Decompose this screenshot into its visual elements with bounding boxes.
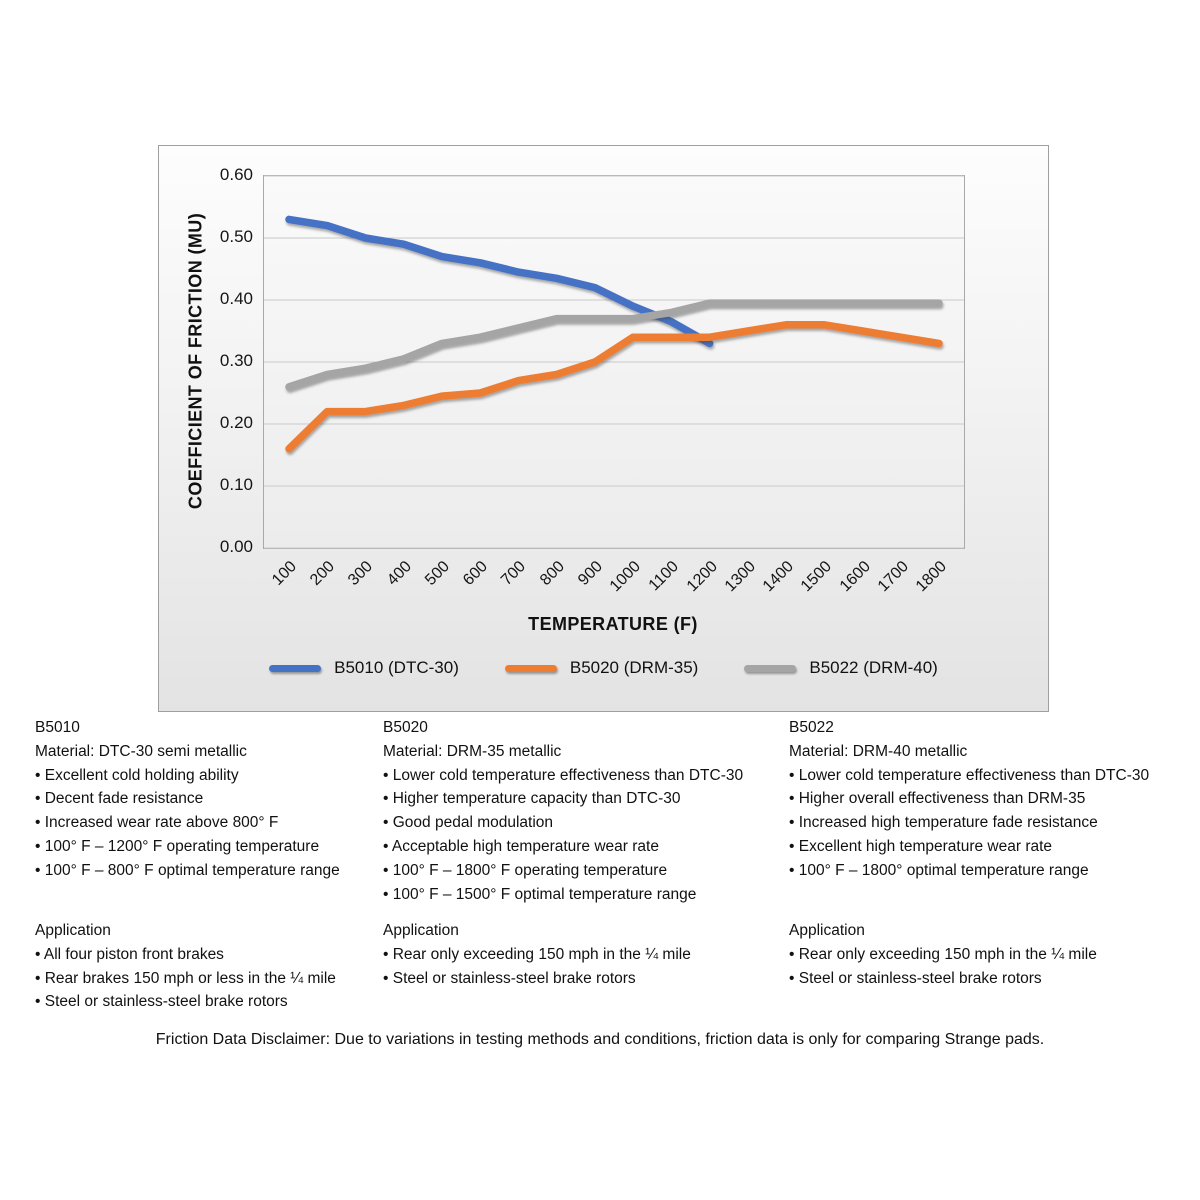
- bullet-item: • Rear only exceeding 150 mph in the ¼ mile: [383, 945, 691, 963]
- x-tick-label: 1400: [759, 558, 798, 596]
- x-tick-label: 200: [307, 558, 339, 589]
- application-column-b5010: [35, 919, 380, 1014]
- bullet-item: • Decent fade resistance: [35, 790, 204, 808]
- x-tick-label: 700: [498, 558, 530, 589]
- legend-label: B5020 (DRM-35): [569, 658, 699, 677]
- x-axis-title: TEMPERATURE (F): [528, 614, 698, 634]
- x-tick-label: 100: [269, 558, 301, 589]
- application-column-b5022: [789, 919, 1195, 990]
- bullet-item: • Acceptable high temperature wear rate: [383, 837, 659, 855]
- y-tick-label: 0.60: [219, 165, 253, 184]
- y-tick-label: 0.00: [219, 537, 253, 556]
- x-tick-label: 1500: [798, 558, 836, 596]
- info-column-b5010: [35, 716, 380, 883]
- bullet-list: [789, 764, 1195, 883]
- material-line: Material: DRM-35 metallic: [383, 742, 562, 760]
- x-tick-label: 400: [383, 558, 415, 589]
- bullet-item: • Higher overall effectiveness than DRM-35: [789, 790, 1086, 808]
- bullet-item: • 100° F – 800° F optimal temperature range: [35, 861, 340, 879]
- x-tick-label: 1700: [874, 558, 912, 596]
- bullet-item: • Lower cold temperature effectiveness than DTC-30: [383, 766, 744, 784]
- application-heading: Application: [35, 922, 111, 939]
- bullet-item: • 100° F – 1800° optimal temperature range: [789, 861, 1089, 879]
- bullet-list: [789, 943, 1195, 991]
- x-tick-label: 1800: [912, 558, 951, 596]
- x-tick-label: 600: [460, 558, 492, 589]
- bullet-list: [35, 943, 380, 1014]
- material-line: Material: DRM-40 metallic: [789, 742, 968, 760]
- bullet-item: • Lower cold temperature effectiveness than DTC-30: [789, 766, 1150, 784]
- application-heading: Application: [789, 922, 865, 939]
- plot-area: [263, 175, 965, 549]
- column-heading: B5010: [35, 719, 80, 736]
- chart-svg: [264, 176, 964, 548]
- x-tick-label: 1000: [606, 558, 645, 596]
- bullet-item: • Excellent high temperature wear rate: [789, 837, 1053, 855]
- column-heading: B5022: [789, 719, 834, 736]
- bullet-list: [383, 764, 785, 907]
- legend-swatch-icon: [744, 665, 796, 672]
- info-column-b5022: [789, 716, 1195, 883]
- bullet-item: • 100° F – 1200° F operating temperature: [35, 837, 320, 855]
- x-tick-label: 300: [345, 558, 377, 589]
- bullet-list: [383, 943, 785, 991]
- y-tick-label: 0.50: [219, 227, 253, 246]
- bullet-item: • All four piston front brakes: [35, 945, 224, 963]
- series-line-1: [289, 325, 939, 449]
- chart-legend: [159, 658, 1048, 678]
- x-tick-label: 500: [422, 558, 453, 589]
- bullet-item: • Good pedal modulation: [383, 814, 554, 832]
- y-tick-label: 0.10: [219, 475, 253, 494]
- application-column-b5020: [383, 919, 785, 990]
- bullet-item: • 100° F – 1500° F optimal temperature range: [383, 885, 697, 903]
- y-tick-label: 0.30: [219, 351, 253, 370]
- legend-label: B5010 (DTC-30): [334, 658, 459, 677]
- x-tick-label: 1600: [836, 558, 874, 596]
- legend-swatch-icon: [505, 665, 557, 672]
- legend-label: B5022 (DRM-40): [809, 658, 938, 677]
- bullet-item: • Rear only exceeding 150 mph in the ¼ mile: [789, 945, 1097, 963]
- bullet-item: • Rear brakes 150 mph or less in the ¼ mile: [35, 969, 336, 987]
- x-tick-label: 900: [574, 558, 606, 589]
- disclaimer-text: Friction Data Disclaimer: Due to variations in testing methods and conditions, friction data is only for comparing Strange pads.: [155, 1031, 1045, 1048]
- bullet-item: • Higher temperature capacity than DTC-30: [383, 790, 681, 808]
- bullet-item: • Steel or stainless-steel brake rotors: [383, 969, 636, 987]
- material-line: Material: DTC-30 semi metallic: [35, 742, 247, 760]
- y-tick-label: 0.40: [219, 289, 253, 308]
- legend-item-0: [269, 658, 459, 678]
- series-line-2: [289, 303, 939, 387]
- bullet-item: • 100° F – 1800° F operating temperature: [383, 861, 668, 879]
- info-column-b5020: [383, 716, 785, 906]
- friction-chart-panel: [158, 145, 1049, 712]
- x-tick-label: 1200: [683, 558, 721, 596]
- bullet-item: • Steel or stainless-steel brake rotors: [35, 993, 288, 1011]
- legend-swatch-icon: [269, 665, 321, 672]
- bullet-item: • Increased high temperature fade resistance: [789, 814, 1098, 832]
- bullet-list: [35, 764, 380, 883]
- bullet-item: • Excellent cold holding ability: [35, 766, 239, 784]
- column-heading: B5020: [383, 719, 428, 736]
- x-tick-label: 1100: [646, 558, 683, 595]
- bullet-item: • Steel or stainless-steel brake rotors: [789, 969, 1042, 987]
- legend-item-1: [505, 658, 699, 678]
- x-tick-label: 800: [536, 558, 568, 589]
- application-heading: Application: [383, 922, 459, 939]
- legend-item-2: [744, 658, 938, 678]
- bullet-item: • Increased wear rate above 800° F: [35, 814, 279, 832]
- y-tick-label: 0.20: [219, 413, 253, 432]
- x-tick-label: 1300: [721, 558, 759, 596]
- y-axis-title: COEFFICIENT OF FRICTION (MU): [185, 212, 206, 510]
